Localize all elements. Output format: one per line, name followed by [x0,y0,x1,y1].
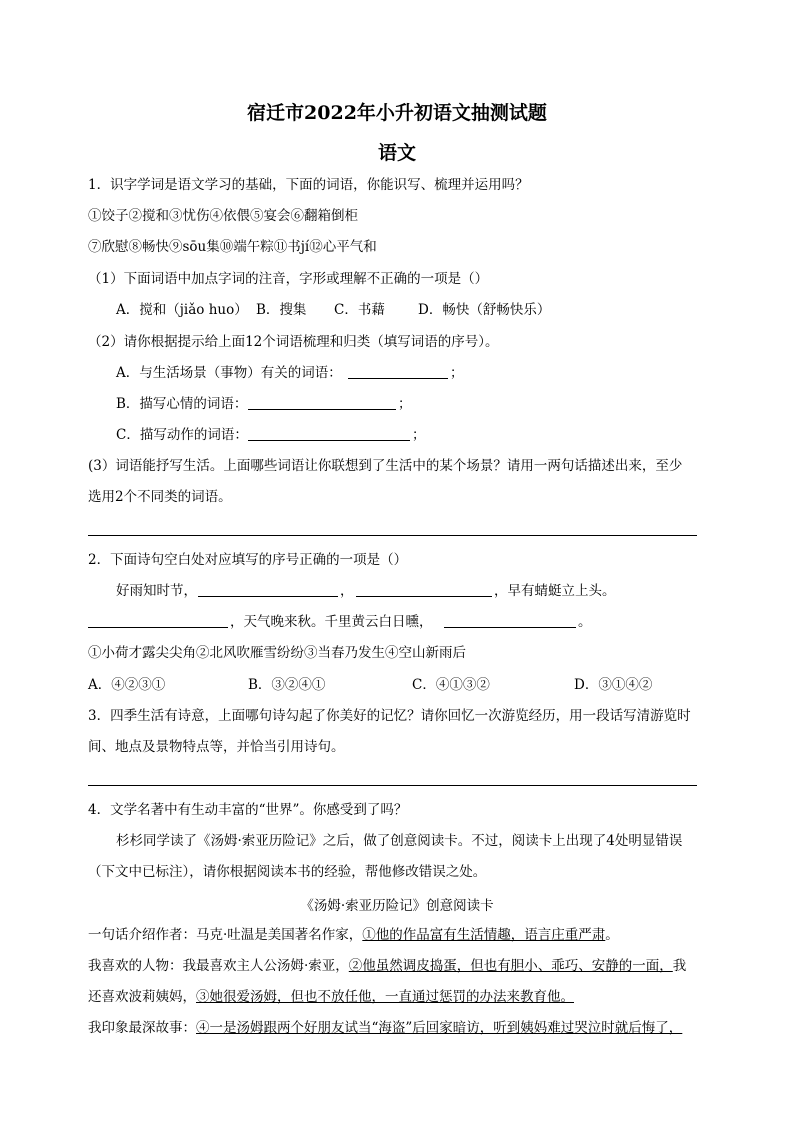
q1-answer-line[interactable] [88,535,697,536]
q1-sub2-c-label: C．描写动作的词语： [116,427,248,443]
q2-option-d: D．③①④② [574,677,653,693]
q2-poem-line2-mid: ，天气晚来秋。千里黄云白日曛， [230,614,433,630]
card-character-error-2: ②他虽然调皮捣蛋，但也有胆小、乖巧、安静的一面， [348,958,673,974]
card-character-row [88,957,686,975]
q2-poem-line1-start: 好雨知时节， [116,583,197,599]
page-subtitle: 语文 [377,142,416,164]
q1-sub2-b-label: B．描写心情的词语： [116,396,248,412]
card-story-label: 我印象最深故事： [88,1020,196,1036]
q1-sub2-b-blank[interactable] [248,409,396,410]
q1-stem: 1．识字学词是语文学习的基础，下面的词语，你能识写、梳理并运用吗？ [88,177,529,193]
q2-choices: ①小荷才露尖尖角②北风吹雁雪纷纷③当春乃发生④空山新雨后 [88,645,466,661]
q4-para1-line1: 杉杉同学读了《汤姆·索亚历险记》之后，做了创意阅读卡。不过，阅读卡上出现了4处明显错误 [116,833,683,849]
card-character-error-3: ③她很爱汤姆，但也不放任他，一直通过惩罚的办法来教育他。 [196,989,574,1005]
q1-sub2-a-blank[interactable] [348,378,448,379]
q1-sub2-c-blank[interactable] [248,440,410,441]
q2-blank-3[interactable] [88,627,228,628]
q2-blank-1[interactable] [198,596,338,597]
card-author-label: 一句话介绍作者：马克·吐温是美国著名作家， [88,927,363,943]
card-story-error-4: ④一是汤姆跟两个好朋友试当“海盗”后回家暗访，听到姨妈难过哭泣时就后悔了， [196,1020,683,1036]
card-author-end: 。 [605,927,619,943]
card-author-row [88,926,619,944]
card-story-row [88,1019,682,1037]
q4-stem: 4．文学名著中有生动丰富的“世界”。你感受到了吗？ [88,802,408,818]
q1-sub2: （2）请你根据提示给上面12个词语梳理和归类（填写词语的序号）。 [88,334,499,350]
q1-sub3-line2: 选用2个不同类的词语。 [88,489,232,505]
q1-sub2-c-semicolon: ； [412,427,426,443]
q1-words-line1: ①饺子②搅和③忧伤④依偎⑤宴会⑥翻箱倒柜 [88,208,358,224]
card-character-label: 我喜欢的人物：我最喜欢主人公汤姆·索亚， [88,958,349,974]
q1-words-line2: ⑦欣慰⑧畅快⑨sōu集⑩端午粽⑪书jí⑫心平气和 [88,239,377,255]
q1-sub2-b-semicolon: ； [398,396,412,412]
reading-card-title: 《汤姆·索亚历险记》创意阅读卡 [300,898,494,914]
q2-poem-line1-end: ，早有蜻蜓立上头。 [494,583,616,599]
q1-sub3-line1: (3）词语能抒写生活。上面哪些词语让你联想到了生活中的某个场景？请用一两句话描述出来，至少 [88,458,683,474]
q2-blank-4[interactable] [444,627,576,628]
card-character-row-2 [88,988,574,1006]
q2-blank-2[interactable] [356,596,492,597]
q3-answer-line[interactable] [88,785,697,786]
page-title: 宿迁市2022年小升初语文抽测试题 [247,102,547,124]
q1-sub1-option-a: A．搅和（jiǎo huo） [116,302,248,318]
card-character-line2-label: 还喜欢波莉姨妈， [88,989,196,1005]
q2-option-b: B．③②④① [248,677,326,693]
q1-sub1-option-d: D．畅快（舒畅快乐） [418,302,551,318]
q2-option-c: C．④①③② [412,677,490,693]
q1-sub1: （1）下面词语中加点字词的注音，字形或理解不正确的一项是（） [88,271,489,287]
q1-sub1-option-c: C．书藉 [334,302,385,318]
q2-comma-1: ， [340,583,354,599]
q1-sub2-a-label: A．与生活场景（事物）有关的词语： [116,365,342,381]
q2-option-a: A．④②③① [88,677,166,693]
q1-sub1-option-b: B．搜集 [256,302,307,318]
q2-period: 。 [578,614,592,630]
q1-sub2-a-semicolon: ； [450,365,464,381]
q2-stem: 2．下面诗句空白处对应填写的序号正确的一项是（） [88,552,408,568]
q3-line2: 间、地点及景物特点等，并恰当引用诗句。 [88,739,345,755]
card-author-error-1: ①他的作品富有生活情趣，语言庄重严肃 [362,927,606,943]
card-character-tail: 我 [672,958,687,974]
q4-para1-line2: （下文中已标注），请你根据阅读本书的经验，帮他修改错误之处。 [88,864,487,880]
q3-line1: 3．四季生活有诗意，上面哪句诗勾起了你美好的记忆？请你回忆一次游览经历，用一段话写清游览时 [88,708,691,724]
